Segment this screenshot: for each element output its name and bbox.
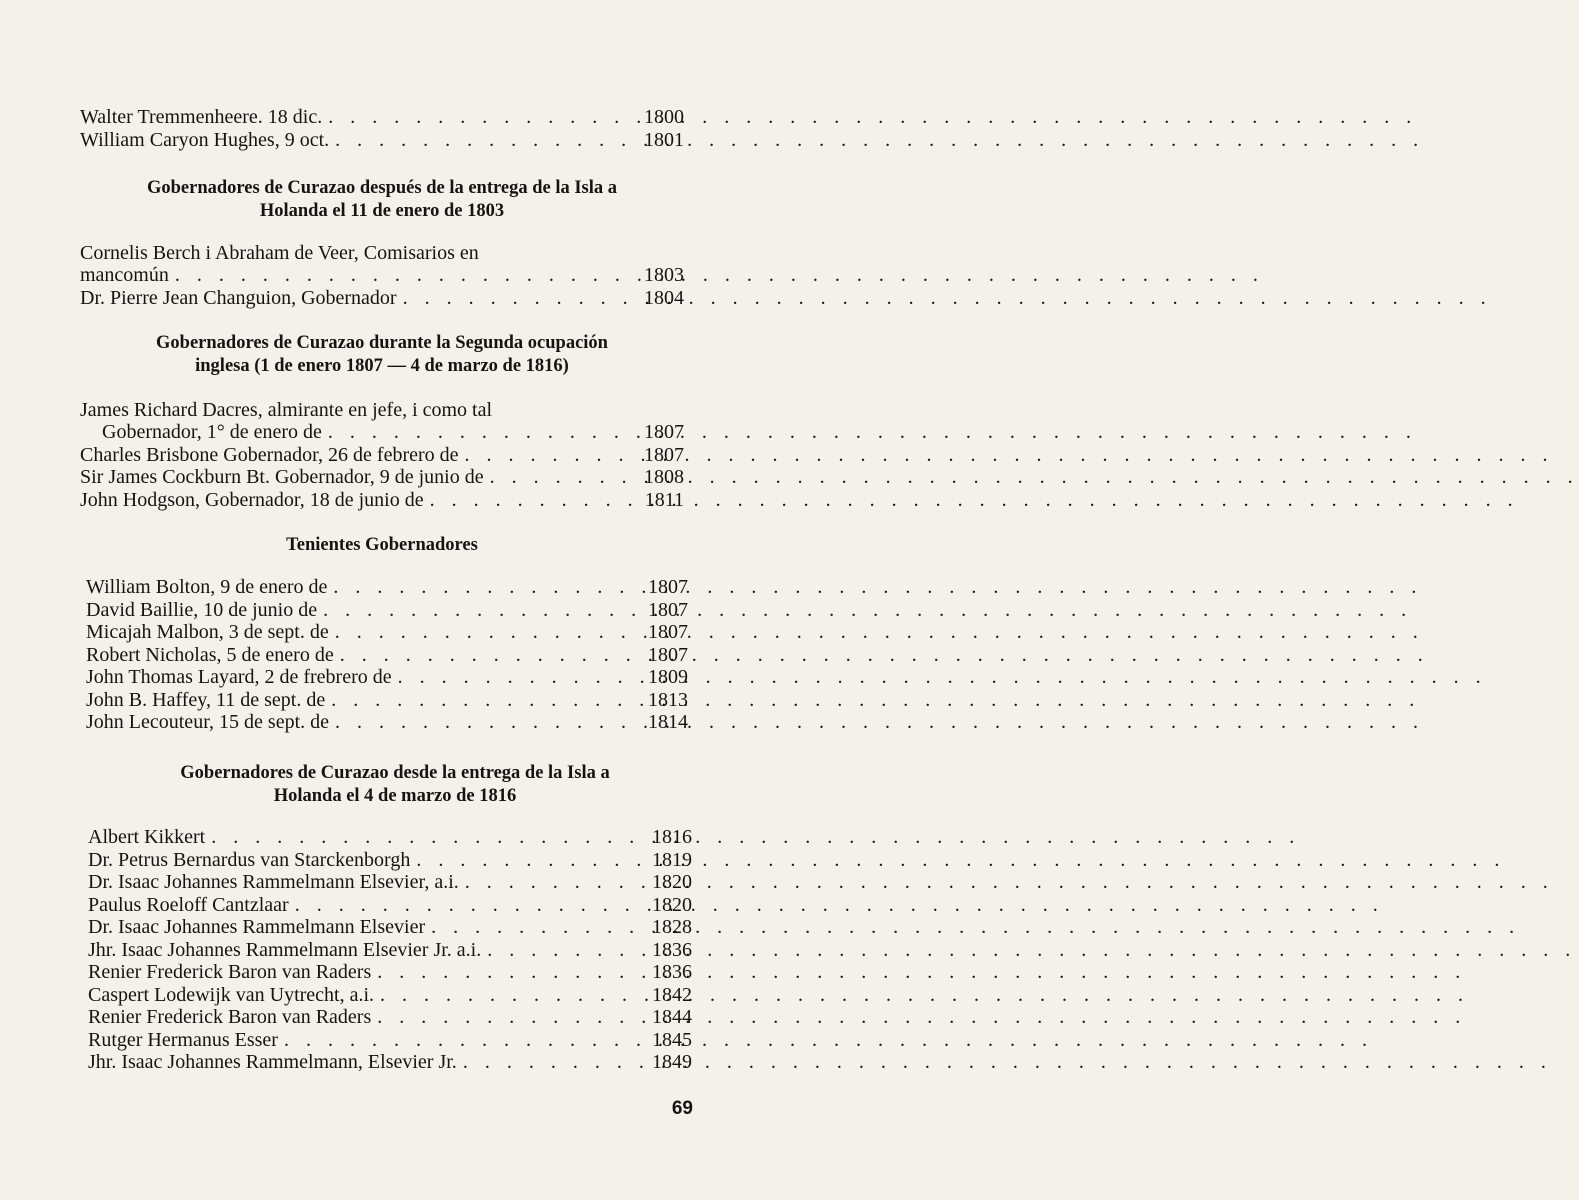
leader-dots: [329, 711, 648, 734]
leader-dots: [317, 599, 648, 622]
list-item: [88, 1051, 692, 1074]
entry-name: Dr. Isaac Johannes Rammelmann Elsevier: [88, 916, 426, 938]
leader-dots: [322, 421, 644, 444]
list-item: [88, 984, 692, 1007]
entry-year: 1808: [644, 466, 684, 488]
entry-year: 1807: [644, 443, 684, 466]
list-item: [88, 849, 692, 872]
entry-name: Walter Tremmenheere. 18 dic.: [80, 106, 323, 128]
entry-year: 1809: [648, 666, 688, 688]
heading-line: Holanda el 11 de enero de 1803: [259, 201, 505, 221]
leader-dots: [374, 984, 652, 1007]
leader-dots: [481, 939, 652, 962]
list-item: [80, 444, 684, 467]
list-item: [88, 1006, 692, 1029]
intro-entries: [80, 106, 684, 151]
heading-line: Tenientes Gobernadores: [286, 535, 478, 555]
leader-dots: [484, 466, 644, 489]
entry-year: 1836: [652, 938, 692, 961]
entry-name: Charles Brisbone Gobernador, 26 de febrero de: [80, 443, 459, 466]
leader-dots: [205, 826, 652, 849]
entry-year: 1801: [644, 128, 684, 151]
entry-name: Renier Frederick Baron van Raders: [88, 961, 372, 983]
list-item: [80, 287, 684, 310]
list-item: [88, 961, 692, 984]
entry-name: Jhr. Isaac Johannes Rammelmann Elsevier Jr. a.i.: [88, 938, 482, 961]
heading-line: Holanda el 4 de marzo de 1816: [273, 786, 517, 806]
entry-name: Dr. Isaac Johannes Rammelmann Elsevier, a.i.: [88, 871, 459, 893]
entry-name: Jhr. Isaac Johannes Rammelmann, Elsevier Jr.: [88, 1051, 457, 1073]
section-heading: [80, 534, 684, 557]
entry-name: mancomún: [80, 264, 169, 286]
entry-year: 1819: [652, 848, 692, 871]
section-entries: [86, 576, 688, 734]
entry-name: Rutger Hermanus Esser: [88, 1028, 278, 1051]
entry-year: 1849: [652, 1051, 692, 1073]
leader-dots: [410, 849, 652, 872]
entry-name: Caspert Lodewijk van Uytrecht, a.i.: [88, 983, 375, 1006]
section-heading: [80, 332, 684, 378]
list-item: [80, 489, 684, 512]
entry-year: 1820: [652, 893, 692, 916]
entry-year: 1828: [652, 916, 692, 938]
heading-line: Gobernadores de Curazao durante la Segunda ocupación: [156, 333, 608, 353]
leader-dots: [424, 489, 645, 512]
list-item: [86, 599, 688, 622]
section-entries: [80, 242, 684, 309]
section-entries: [88, 826, 692, 1074]
entry-name: Albert Kikkert: [88, 826, 206, 848]
entry-name: Robert Nicholas, 5 de enero de: [86, 643, 334, 666]
leader-dots: [322, 106, 644, 129]
heading-line: Gobernadores de Curazao después de la entrega de la Isla a: [146, 178, 618, 198]
heading-line: inglesa (1 de enero 1807 — 4 de marzo de 1816): [195, 356, 569, 376]
leader-dots: [329, 129, 644, 152]
list-item: [88, 871, 692, 894]
entry-year: 1836: [652, 961, 692, 983]
list-item: [80, 421, 684, 444]
entry-name: William Caryon Hughes, 9 oct.: [80, 128, 330, 151]
list-item: [80, 466, 684, 489]
entry-year: 1807: [648, 643, 688, 666]
leader-dots: [334, 644, 648, 667]
entry-year: 1800: [644, 106, 684, 128]
section-heading: [80, 177, 684, 223]
leader-dots: [371, 961, 652, 984]
heading-line: Gobernadores de Curazao desde la entrega de la Isla a: [180, 763, 610, 783]
leader-dots: [459, 444, 644, 467]
leader-dots: [397, 287, 644, 310]
entry-name: Micajah Malbon, 3 de sept. de: [86, 621, 329, 643]
entry-year: 1842: [652, 983, 692, 1006]
entry-year: 1807: [648, 598, 688, 621]
leader-dots: [327, 576, 648, 599]
entry-year: 1844: [652, 1006, 692, 1028]
entry-year: 1807: [648, 621, 688, 643]
list-item: [86, 644, 688, 667]
leader-dots: [425, 916, 652, 939]
list-item: [88, 1029, 692, 1052]
entry-year: 1811: [644, 488, 684, 511]
entry-name: Sir James Cockburn Bt. Gobernador, 9 de junio de: [80, 466, 484, 488]
entry-name: John B. Haffey, 11 de sept. de: [86, 688, 326, 711]
entry-year: 1814: [648, 711, 688, 733]
leader-dots: [329, 621, 648, 644]
list-item: [86, 689, 688, 712]
entry-year: 1820: [652, 871, 692, 893]
list-item: [88, 916, 692, 939]
leader-dots: [457, 1051, 652, 1074]
entry-year: 1816: [652, 826, 692, 848]
list-item: [86, 666, 688, 689]
entry-name: Renier Frederick Baron van Raders: [88, 1006, 372, 1028]
leader-dots: [459, 871, 652, 894]
entry-year: 1807: [648, 576, 688, 598]
entry-year: 1813: [648, 688, 688, 711]
entry-name: Dr. Pierre Jean Changuion, Gobernador: [80, 286, 397, 309]
leader-dots: [371, 1006, 652, 1029]
entry-year: 1807: [644, 421, 684, 443]
leader-dots: [169, 264, 644, 287]
list-item: [88, 894, 692, 917]
leader-dots: [278, 1029, 652, 1052]
list-item: [88, 826, 692, 849]
entry-name: Dr. Petrus Bernardus van Starckenborgh: [88, 848, 411, 871]
page-number: 69: [671, 1098, 693, 1119]
leader-dots: [289, 894, 652, 917]
entry-name: John Hodgson, Gobernador, 18 de junio de: [80, 488, 424, 511]
leader-dots: [325, 689, 648, 712]
section-entries: [80, 399, 684, 511]
list-item: [80, 129, 684, 152]
list-item: [86, 621, 688, 644]
entry-name: John Thomas Layard, 2 de frebrero de: [86, 666, 392, 688]
list-item: [80, 106, 684, 129]
list-item: [86, 576, 688, 599]
entry-name: Gobernador, 1° de enero de: [102, 421, 322, 443]
list-item: [88, 939, 692, 962]
entry-name: William Bolton, 9 de enero de: [86, 576, 328, 598]
entry-year: 1803: [644, 264, 684, 286]
entry-first-line: Cornelis Berch i Abraham de Veer, Comisarios en: [80, 242, 479, 264]
entry-year: 1804: [644, 286, 684, 309]
entry-year: 1845: [652, 1028, 692, 1051]
leader-dots: [392, 666, 648, 689]
list-item: [86, 711, 688, 734]
entry-first-line: James Richard Dacres, almirante en jefe, i como tal: [80, 399, 493, 421]
entry-name: Paulus Roeloff Cantzlaar: [88, 893, 289, 916]
section-heading: [100, 762, 690, 808]
entry-name: David Baillie, 10 de junio de: [86, 598, 318, 621]
entry-name: John Lecouteur, 15 de sept. de: [86, 711, 330, 733]
list-item: [80, 264, 684, 287]
